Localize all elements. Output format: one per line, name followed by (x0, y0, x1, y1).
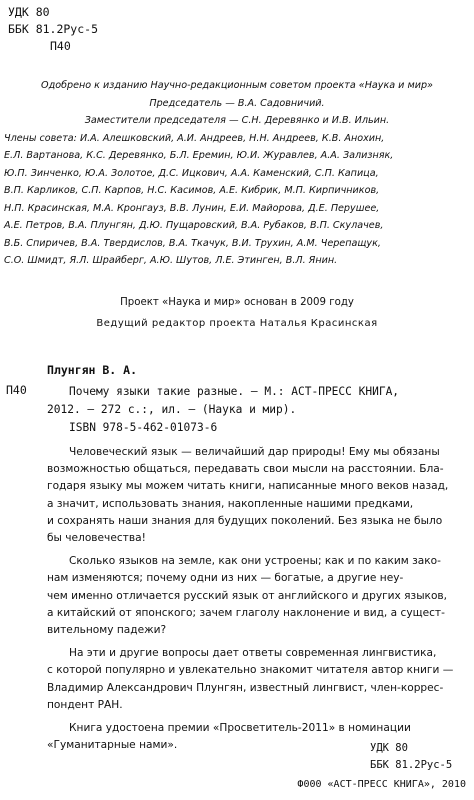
book-abstract (47, 444, 461, 754)
council-member-line: Н.П. Красинская, М.А. Кронгауз, В.В. Лунин, Е.И. Майорова, Д.Е. Перушее, (4, 202, 380, 214)
council-member-line: Е.Л. Вартанова, К.С. Деревянко, Б.Л. Еремин, Ю.И. Журавлев, А.А. Зализняк, (4, 150, 394, 161)
council-member-line: А.Е. Петров, В.А. Плунгян, Д.Ю. Пущаровский, В.А. Рубаков, В.П. Скулачев, (4, 220, 384, 231)
author-index: П40 (50, 39, 71, 53)
approval-line: Одобрено к изданию Научно-редакционным советом проекта «Наука и мир» (41, 80, 433, 91)
council-chair: Председатель — В.А. Садовничий. (149, 97, 325, 109)
abstract-line: На эти и другие вопросы дает ответы современная лингвистика, (69, 647, 437, 660)
editorial-council (0, 77, 474, 270)
abstract-line: бы человечества! (47, 532, 146, 545)
abstract-line: «Гуманитарные нами». (47, 739, 178, 752)
abstract-line: а китайский от японского; зачем глаголу наклонение и вид, а сущест- (47, 606, 445, 619)
council-member-line: В.Б. Спиричев, В.А. Твердислов, В.А. Ткачук, В.И. Трухин, А.М. Черепащук, (4, 237, 381, 249)
council-member-line: Члены совета: И.А. Алешковский, А.И. Андреев, Н.Н. Андреев, К.В. Анохин, (4, 132, 385, 144)
council-member-line: С.О. Шмидт, Я.Л. Шрайберг, А.Ю. Шутов, Л.Е. Этинген, В.Л. Янин. (4, 255, 338, 266)
footer-udk: УДК 80 (370, 742, 408, 754)
classification-codes (8, 4, 98, 55)
council-member-line: Ю.П. Зинченко, Ю.А. Золотое, Д.С. Ицкович, А.А. Каменский, С.П. Капица, (4, 167, 379, 179)
bbk-code: ББК 81.2Рус-5 (8, 22, 99, 36)
abstract-line: годаря языку мы можем читать книги, написанные много веков назад, (47, 480, 449, 493)
book-author: Плунгян В. А. (47, 363, 138, 377)
abstract-line: нам изменяются; почему одни из них — богатые, а другие неу- (47, 572, 404, 585)
abstract-line: Книга удостоена премии «Просветитель-2011» в номинации (69, 722, 411, 735)
abstract-line: возможностью общаться, передавать свои мысли на расстоянии. Бла- (47, 463, 444, 476)
bibliographic-record (47, 383, 399, 437)
abstract-line: Человеческий язык — величайший дар природы! Ему мы обязаны (69, 446, 440, 458)
council-deputies: Заместители председателя — С.Н. Деревянко и И.В. Ильин. (84, 115, 390, 126)
abstract-line: а значит, использовать знания, накопленные нашими предками, (47, 497, 414, 510)
bib-title-line: Почему языки такие разные. — М.: АСТ-ПРЕСС КНИГА, (69, 385, 400, 398)
abstract-line: чем именно отличается русский язык от английского и других языков, (47, 589, 448, 602)
abstract-line: пондент РАН. (47, 698, 123, 711)
abstract-line: Сколько языков на земле, как они устроены; как и по каким зако- (69, 555, 441, 568)
abstract-line: Владимир Александрович Плунгян, известный лингвист, член-коррес- (47, 681, 444, 694)
council-member-line: В.П. Карликов, С.П. Карпов, Н.С. Касимов, А.Е. Кибрик, М.П. Кирпичников, (4, 185, 380, 196)
footer-codes (370, 740, 452, 774)
udk-code: УДК 80 (8, 5, 50, 19)
isbn: ISBN 978-5-462-01073-6 (69, 421, 218, 434)
abstract-line: вительному падежи? (47, 624, 167, 637)
abstract-line: и сохранять наши знания для будущих поколений. Без языка не было (47, 514, 443, 527)
abstract-line: с которой популярно и увлекательно знакомит читателя автор книги — (47, 664, 454, 677)
book-index: П40 (6, 383, 27, 397)
copyright-line: Ф000 «АСТ-ПРЕСС КНИГА», 2010 (297, 779, 466, 790)
bib-imprint-line: 2012. — 272 с.:, ил. — (Наука и мир). (47, 403, 297, 416)
project-founded: Проект «Наука и мир» основан в 2009 году (120, 297, 354, 308)
lead-editor: Ведущий редактор проекта Наталья Красинская (96, 318, 378, 329)
footer-bbk: ББК 81.2Рус-5 (370, 759, 453, 771)
